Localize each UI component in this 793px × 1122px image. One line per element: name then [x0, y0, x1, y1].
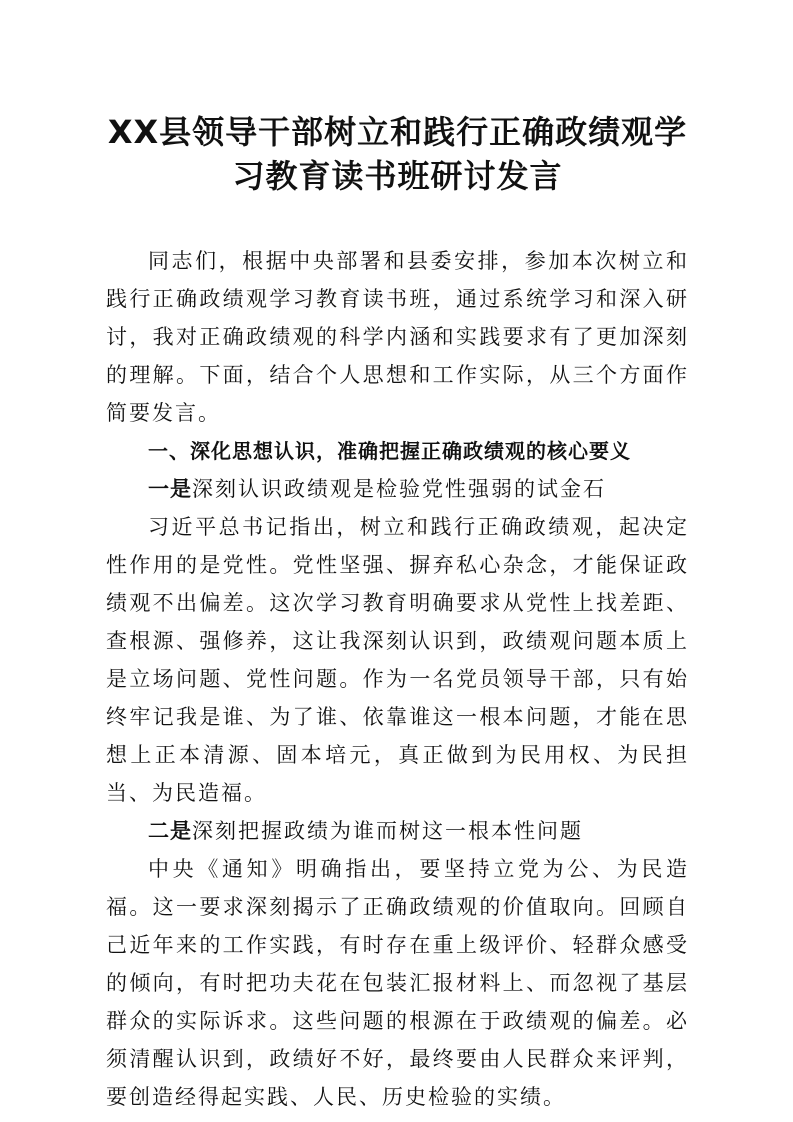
subsection-1-body: 习近平总书记指出，树立和践行正确政绩观，起决定性作用的是党性。党性坚强、摒弃私心杂念，才能保证政绩观不出偏差。这次学习教育明确要求从党性上找差距、查根源、强修养，这让我深刻认识到，政绩观问题本质上是立场问题、党性问题。作为一名党员领导干部，只有始终牢记我是谁、为了谁、依靠谁这一根本问题，才能在思想上正本清源、固本培元，真正做到为民用权、为民担当、为民造福。	[106, 515, 689, 805]
title-line-2: 习教育读书班研讨发言	[232, 157, 563, 195]
intro-paragraph: 同志们，根据中央部署和县委安排，参加本次树立和践行正确政绩观学习教育读书班，通过系统学习和深入研讨，我对正确政绩观的科学内涵和实践要求有了更加深刻的理解。下面，结合个人思想和工作实际，从三个方面作简要发言。	[106, 249, 689, 425]
subsection-1-text: 深刻认识政绩观是检验党性强弱的试金石	[192, 477, 606, 501]
subsection-1-lead: 一是	[148, 477, 192, 501]
subsection-1-heading	[106, 470, 689, 508]
document-title	[106, 110, 689, 198]
section-1-heading: 一、深化思想认识，准确把握正确政绩观的核心要义	[148, 439, 631, 463]
title-line-1: XX县领导干部树立和践行正确政绩观学	[107, 113, 688, 151]
subsection-2-text: 深刻把握政绩为谁而树这一根本性问题	[192, 819, 583, 843]
subsection-2-heading	[106, 812, 689, 850]
subsection-2-body: 中央《通知》明确指出，要坚持立党为公、为民造福。这一要求深刻揭示了正确政绩观的价值取向。回顾自己近年来的工作实践，有时存在重上级评价、轻群众感受的倾向，有时把功夫花在包装汇报材料上、而忽视了基层群众的实际诉求。这些问题的根源在于政绩观的偏差。必须清醒认识到，政绩好不好，最终要由人民群众来评判，要创造经得起实践、人民、历史检验的实绩。	[106, 857, 689, 1109]
subsection-2-lead: 二是	[148, 819, 192, 843]
